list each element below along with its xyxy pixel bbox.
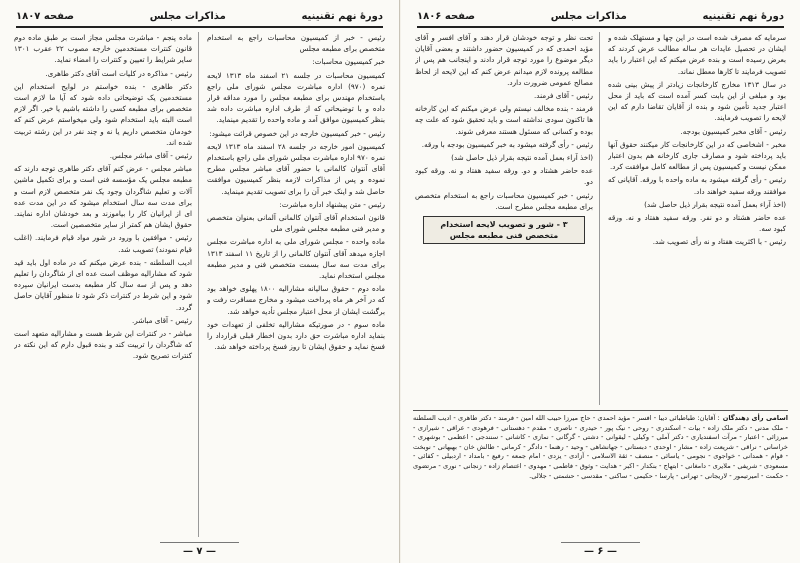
paragraph: سرمایه که مصرف شده است در این چها و مستهلک شده و ایشان در تحصیل عایدات هر ساله مطالب عرض کردند که بعرض رسیده است و بنده عرض میکنم که این اعتبار را باید تصویب فرمایند تا کارها معطل نماند. (608, 33, 786, 76)
paragraph: رئیس - رأی گرفته میشود به خبر کمیسیون بودجه با ورقه. (421, 139, 593, 149)
footer-rule (160, 542, 240, 543)
paragraph: کمیسیون امور خارجه در جلسه ۲۸ اسفند ماه ۱۳۱۳ لایحه نمره ۹۷۰ اداره مباشرت مجلس شورای ملی راجع باستخدام آقای آنتوان کالمانی با حضور آقای مباشر مجلس مطرح نموده و پس از مذاکرات لازمه بنظر کمیسیون موافقت حاصل شد و اینک خبر آن را برای تصویب تقدیم مینماید. (207, 141, 385, 196)
paragraph: ماده واحده - مجلس شورای ملی به اداره مباشرت مجلس اجازه میدهد آقای آنتوان کالمانی را از تاریخ ۱۱ اسفند ۱۳۱۳ برای مدت سه سال بسمت متخصص فنی و مدیر مطبعه مجلس استخدام نماید. (207, 237, 385, 281)
paragraph: عده حاضر هشتاد و دو. ورقه سفید هفتاد و نه. ورقه کبود دو. (415, 166, 593, 187)
paragraph: قانون استخدام آقای آنتوان کالمانی آلمانی بعنوان متخصص و مدیر فنی مطبعه مجلس شورای ملی (207, 213, 385, 234)
left-page-left-column (14, 32, 199, 537)
left-page-footer-number: — ۷ — (182, 546, 217, 557)
left-page-number-label: صفحه ۱۸۰۷ (16, 10, 75, 22)
paragraph: ماده دوم - حقوق سالیانه مشارالیه ۱۸۰۰ پهلوی خواهد بود که در آخر هر ماه پرداخت میشود و مخارج مسافرت رفت و برگشت ایشان از محل اعتبار مجلس تأدیه خواهد شد. (207, 284, 385, 316)
right-page (401, 0, 800, 563)
paragraph: کمیسیون محاسبات در جلسه ۲۱ اسفند ماه ۱۳۱۳ لایحه نمره (۹۷۰) اداره مباشرت مجلس شورای ملی راجع باستخدام مهندس برای مطبعه مجلس را مورد مداقه قرار داده و با توضیحاتی که از طرف اداره مباشرت داده شد بنظر کمیسیون موافق آمد و ماده واحده را تقدیم مینماید. (207, 70, 385, 125)
left-page-session: دورهٔ نهم تقنینیه (301, 10, 383, 22)
paragraph: مباشر - در کنترات این شرط هست و مشارالیه متعهد است که شاگردان را تربیت کند و بنده قبول دارم که این نکته در کنترات تصریح شود. (14, 329, 192, 361)
paragraph: در سال ۱۳۱۳ مخارج کارخانجات زیادتر از پیش بینی شده بود و مبلغی از این بابت کسر آمده است که باید از محل اعتبار جدید تأمین شود و بنده از آقایان تقاضا دارم که این لایحه را تصویب فرمایند. (608, 79, 786, 123)
paragraph: خبر کمیسیون محاسبات: (312, 57, 385, 67)
paragraph: رئیس - مذاکره در کلیات است آقای دکتر طاهری. (45, 68, 192, 78)
paragraph: رئیس - با اکثریت هفتاد و نه رأی تصویب شد. (652, 237, 786, 247)
paragraph: رئیس - رأی گرفته میشود به ماده واحده با ورقه. آقایانی که موافقند ورقه سفید خواهند داد. (608, 175, 786, 196)
right-page-right-column (608, 32, 786, 405)
paragraph: رئیس - متن پیشنهاد اداره مباشرت: (279, 199, 385, 209)
right-page-columns (415, 32, 786, 405)
paragraph: رئیس - آقای مخبر کمیسیون بودجه. (680, 126, 786, 136)
left-page-columns (14, 32, 385, 537)
paragraph: ماده پنجم - مباشرت مجلس مجاز است بر طبق ماده دوم قانون کنترات مستخدمین خارجه مصوب ۲۲ عقرب ۱۳۰۱ سایر شرایط را تعیین و کنترات را امضاء نماید. (14, 33, 192, 65)
paragraph: رئیس - خبر کمیسیون خارجه در این خصوص قرائت میشود: (209, 128, 385, 138)
paragraph: رئیس - آقای فرمند. (534, 91, 593, 101)
right-page-footer-number: — ۶ — (583, 546, 618, 557)
paragraph: تحت نظر و توجه خودشان قرار دهند و آقای افسر و آقای مؤید احمدی که در کمیسیون حضور داشتند و بعضی آقایان دیگر موضوع را مورد توجه قرار دادند و اینجانب هم پس از مطالعه پرونده لازم میدانم عرض کنم که این لایحه از لحاظ مصالح عمومی ضرورت دارد. (415, 33, 593, 87)
left-page-header (16, 8, 383, 28)
left-page-right-column (207, 32, 385, 537)
footer-rule (561, 542, 641, 543)
right-page-number-label: صفحه ۱۸۰۶ (417, 10, 476, 22)
right-page-left-column (415, 32, 600, 405)
paragraph: ادیب السلطنه - بنده عرض میکنم که در ماده اول باید قید شود که مشارالیه موظف است عده ای از شاگردان را تعلیم دهد و پس از سه سال کار مطبعه بدست ایرانیان سپرده شود و این شرط در کنترات ذکر شود تا منظور آقایان حاصل گردد. (14, 257, 192, 312)
paragraph: دکتر طاهری - بنده خواستم در لوایح استخدام این مستخدمین یک توضیحاتی داده شود که آیا ما لازم است متخصص برای مطبعه کسی را داشته باشیم یا خیر. اگر لازم است البته باید استخدام شود ولی میخواستم عرض کنم که خودمان متخصص داریم یا نه و چند نفر در این رشته تربیت شده اند. (14, 81, 192, 147)
right-page-title: مذاکرات مجلس (550, 10, 627, 22)
left-page-title: مذاکرات مجلس (149, 10, 226, 22)
right-page-header (417, 8, 784, 28)
paragraph: (اخذ آراء بعمل آمده نتیجه بقرار ذیل حاصل شد) (451, 153, 593, 163)
votes-text: آقایان: طباطبائی دیبا - افسر - مؤید احمدی - حاج میرزا حبیب الله امین - فرمند - دکتر طاهری - ادیب السلطنه - ملک مدنی - دکتر ملک زاده - بیات - اسکندری - روحی - نیک پور - حیدری - ناصری - مقدم - دهستانی - فرهودی - عراقی - شیرازی - میرزائی - اعتبار - مرآت اسفندیاری - دکتر آملی - وکیلی - لیقوانی - دشتی - گرگانی - نمازی - کاشانی - سنندجی - اعظمی - بوشهری - خراسانی - نراقی - شریعت زاده - مشار - اوحدی - دبستانی - جهانشاهی - وحید - رهنما - دادگر - کرمانی - طالش خان - بهبهانی - نوبخت - قوام - همدانی - خواجوی - نجومی - یاسائی - منصف - ثقة الاسلامی - آزادی - یزدی - امام جمعه - رفیع - بامداد - اردبیلی - کفائی - مسعودی - شریفی - ملایری - دامغانی - ابتهاج - بنکدار - اکبر - هدایت - وثوق - فاطمی - مهدوی - اعتصام زاده - زنجانی - نوری - مرتضوی - حکمت - امیرتیمور - لاریجانی - تهرانی - پارسا - حکیمی - ساکنی - مقدسی - حشمتی - جلالی. (413, 414, 788, 480)
paragraph: رئیس - خبر از کمیسیون محاسبات راجع به استخدام متخصص برای مطبعه مجلس (207, 33, 385, 54)
paragraph: مخبر - اشخاصی که در این کارخانجات کار میکنند حقوق آنها باید پرداخته شود و مصارف جاری کارخانه هم بدون اعتبار ممکن نیست و کمیسیون پس از مطالعه کامل موافقت کرد. (608, 139, 786, 172)
right-page-left-column-body (415, 32, 593, 212)
votes-label: اسامی رأی دهندگان (722, 414, 788, 422)
paragraph: رئیس - آقای مباشر. (132, 315, 192, 325)
paragraph: فرمند - بنده مخالف نیستم ولی عرض میکنم که این کارخانه ها تاکنون سودی نداشته است و باید تحقیق شود که علت چه بوده و کسانی که مسئول هستند معرفی شوند. (415, 104, 593, 136)
paragraph: ماده سوم - در صورتیکه مشارالیه تخلفی از تعهدات خود بنماید اداره مباشرت حق دارد بدون اخطار قبلی قرارداد را فسخ نماید و حقوق ایشان تا روز فسخ پرداخته خواهد شد. (207, 319, 385, 352)
right-page-session: دورهٔ نهم تقنینیه (702, 10, 784, 22)
paragraph: رئیس - خبر کمیسیون محاسبات راجع به استخدام متخصص برای مطبعه مجلس مطرح است. (415, 190, 593, 211)
paragraph: رئیس - موافقین با ورود در شور مواد قیام فرمایند. (اغلب قیام نمودند) تصویب شد. (14, 233, 192, 254)
section-heading: ۳ - شور و تصویب لایحه استخدام متخصص فنی مطبعه مجلس (423, 216, 585, 244)
paragraph: عده حاضر هشتاد و دو نفر. ورقه سفید هفتاد و نه. ورقه کبود سه. (608, 213, 786, 234)
paragraph: رئیس - آقای مباشر مجلس. (109, 151, 192, 161)
paragraph: (اخذ آراء بعمل آمده نتیجه بقرار ذیل حاصل شد) (644, 199, 786, 209)
paragraph: مباشر مجلس - عرض کنم آقای دکتر طاهری توجه دارند که مطبعه مجلس یک مؤسسه فنی است و برای تکمیل ماشین آلات و تعلیم شاگردان وجود یک نفر متخصص لازم است و برای مدت سه سال استخدام میشود که در این مدت عده ای از ایرانیان کار را بیاموزند و بعد خودشان اداره نمایند. حقوق ایشان هم کمتر از سایر متخصصین است. (14, 164, 192, 230)
votes-list: اسامی رأی دهندگان: آقایان: طباطبائی دیبا - افسر - مؤید احمدی - حاج میرزا حبیب الله امین - فرمند - دکتر طاهری - ادیب السلطنه - ملک مدنی - دکتر ملک زاده - بیات - اسکندری - روحی - نیک پور - حیدری - ناصری - مقدم - دهستانی - فرهودی - عراقی - شیرازی - میرزائی - اعتبار - مرآت اسفندیاری - دکتر آملی - وکیلی - لیقوانی - دشتی - گرگانی - نمازی - کاشانی - سنندجی - اعظمی - بوشهری - خراسانی - نراقی - شریعت زاده - مشار - اوحدی - دبستانی - جهانشاهی - وحید - رهنما - دادگر - کرمانی - طالش خان - بهبهانی - نوبخت - قوام - همدانی - خواجوی - نجومی - یاسائی - منصف - ثقة الاسلامی - آزادی - یزدی - امام جمعه - رفیع - بامداد - اردبیلی - کفائی - مسعودی - شریفی - ملایری - دامغانی - ابتهاج - بنکدار - اکبر - هدایت - وثوق - فاطمی - مهدوی - اعتصام زاده - زنجانی - نوری - مرتضوی - حکمت - امیرتیمور - لاریجانی - تهرانی - پارسا - حکیمی - ساکنی - مقدسی - حشمتی - جلالی. (413, 410, 788, 537)
